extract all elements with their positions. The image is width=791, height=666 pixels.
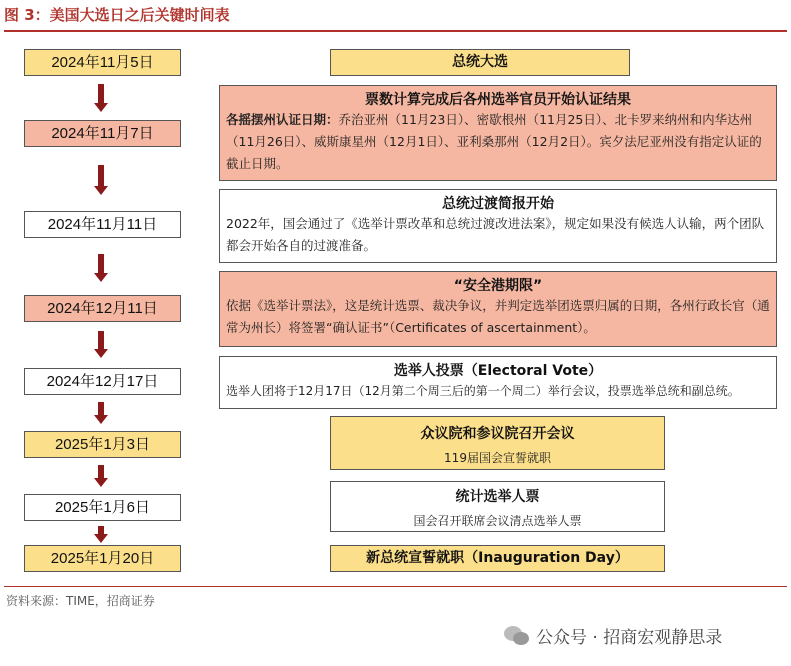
event-body: 依据《选举计票法》，这是统计选票、裁决争议，并判定选举团选票归属的日期，各州行政长官（通常为州长）将签署“确认证书”（Certificates of ascertainment）。	[226, 298, 770, 335]
down-arrow-icon	[94, 331, 108, 358]
event-box-transition	[219, 189, 777, 263]
event-title: 统计选举人票	[455, 489, 540, 505]
event-title: “安全港期限”	[453, 278, 543, 294]
bottom-rule	[4, 586, 787, 587]
watermark	[504, 623, 722, 648]
down-arrow-icon	[94, 402, 108, 424]
date-box-jan3: 2025年1月3日	[24, 431, 181, 458]
event-title: 新总统宣誓就职（Inauguration Day）	[366, 550, 629, 566]
event-body-text: 乔治亚州（11月23日）、密歇根州（11月25日）、北卡罗来纳州和内华达州（11月26日）、威斯康星州（12月1日）、亚利桑那州（12月2日）。宾夕法尼亚州没有指定认证的截止日期。	[226, 112, 762, 171]
title-underline	[4, 30, 787, 32]
down-arrow-icon	[94, 84, 108, 112]
date-box-dec17: 2024年12月17日	[24, 368, 181, 395]
event-title: 总统过渡简报开始	[442, 196, 554, 212]
down-arrow-icon	[94, 465, 108, 487]
event-box-safe-harbor	[219, 271, 777, 347]
down-arrow-icon	[94, 254, 108, 282]
event-body: 选举人团将于12月17日（12月第二个周三后的第一个周二）举行会议，投票选举总统和副总统。	[226, 384, 740, 398]
date-box-nov7: 2024年11月7日	[24, 120, 181, 147]
down-arrow-icon	[94, 526, 108, 542]
event-box-election	[330, 49, 630, 76]
figure-title: 图 3：美国大选日之后关键时间表	[4, 6, 230, 24]
event-box-congress-convenes	[330, 416, 665, 470]
event-box-electoral-vote	[219, 356, 777, 409]
watermark-text: 公众号 · 招商宏观静思录	[536, 628, 723, 648]
event-body-label: 各摇摆州认证日期：	[226, 112, 339, 127]
event-title: 选举人投票（Electoral Vote）	[393, 363, 603, 379]
event-title: 众议院和参议院召开会议	[420, 426, 575, 442]
event-body: 国会召开联席会议清点选举人票	[413, 514, 582, 528]
event-box-certification	[219, 85, 777, 181]
date-box-dec11: 2024年12月11日	[24, 295, 181, 322]
date-box-nov5: 2024年11月5日	[24, 49, 181, 76]
event-box-count-votes	[330, 481, 665, 532]
event-title: 总统大选	[452, 54, 508, 70]
event-body: 119届国会宣誓就职	[444, 451, 551, 465]
date-box-nov11: 2024年11月11日	[24, 211, 181, 238]
down-arrow-icon	[94, 165, 108, 195]
date-box-jan6: 2025年1月6日	[24, 494, 181, 521]
source-note: 资料来源：TIME，招商证券	[6, 594, 155, 608]
event-body: 2022年，国会通过了《选举计票改革和总统过渡改进法案》，规定如果没有候选人认输，两个团队都会开始各自的过渡准备。	[226, 216, 765, 253]
event-body	[220, 109, 776, 175]
event-title: 票数计算完成后各州选举官员开始认证结果	[365, 92, 631, 108]
wechat-icon	[504, 626, 530, 646]
event-box-inauguration	[330, 545, 665, 572]
date-box-jan20: 2025年1月20日	[24, 545, 181, 572]
